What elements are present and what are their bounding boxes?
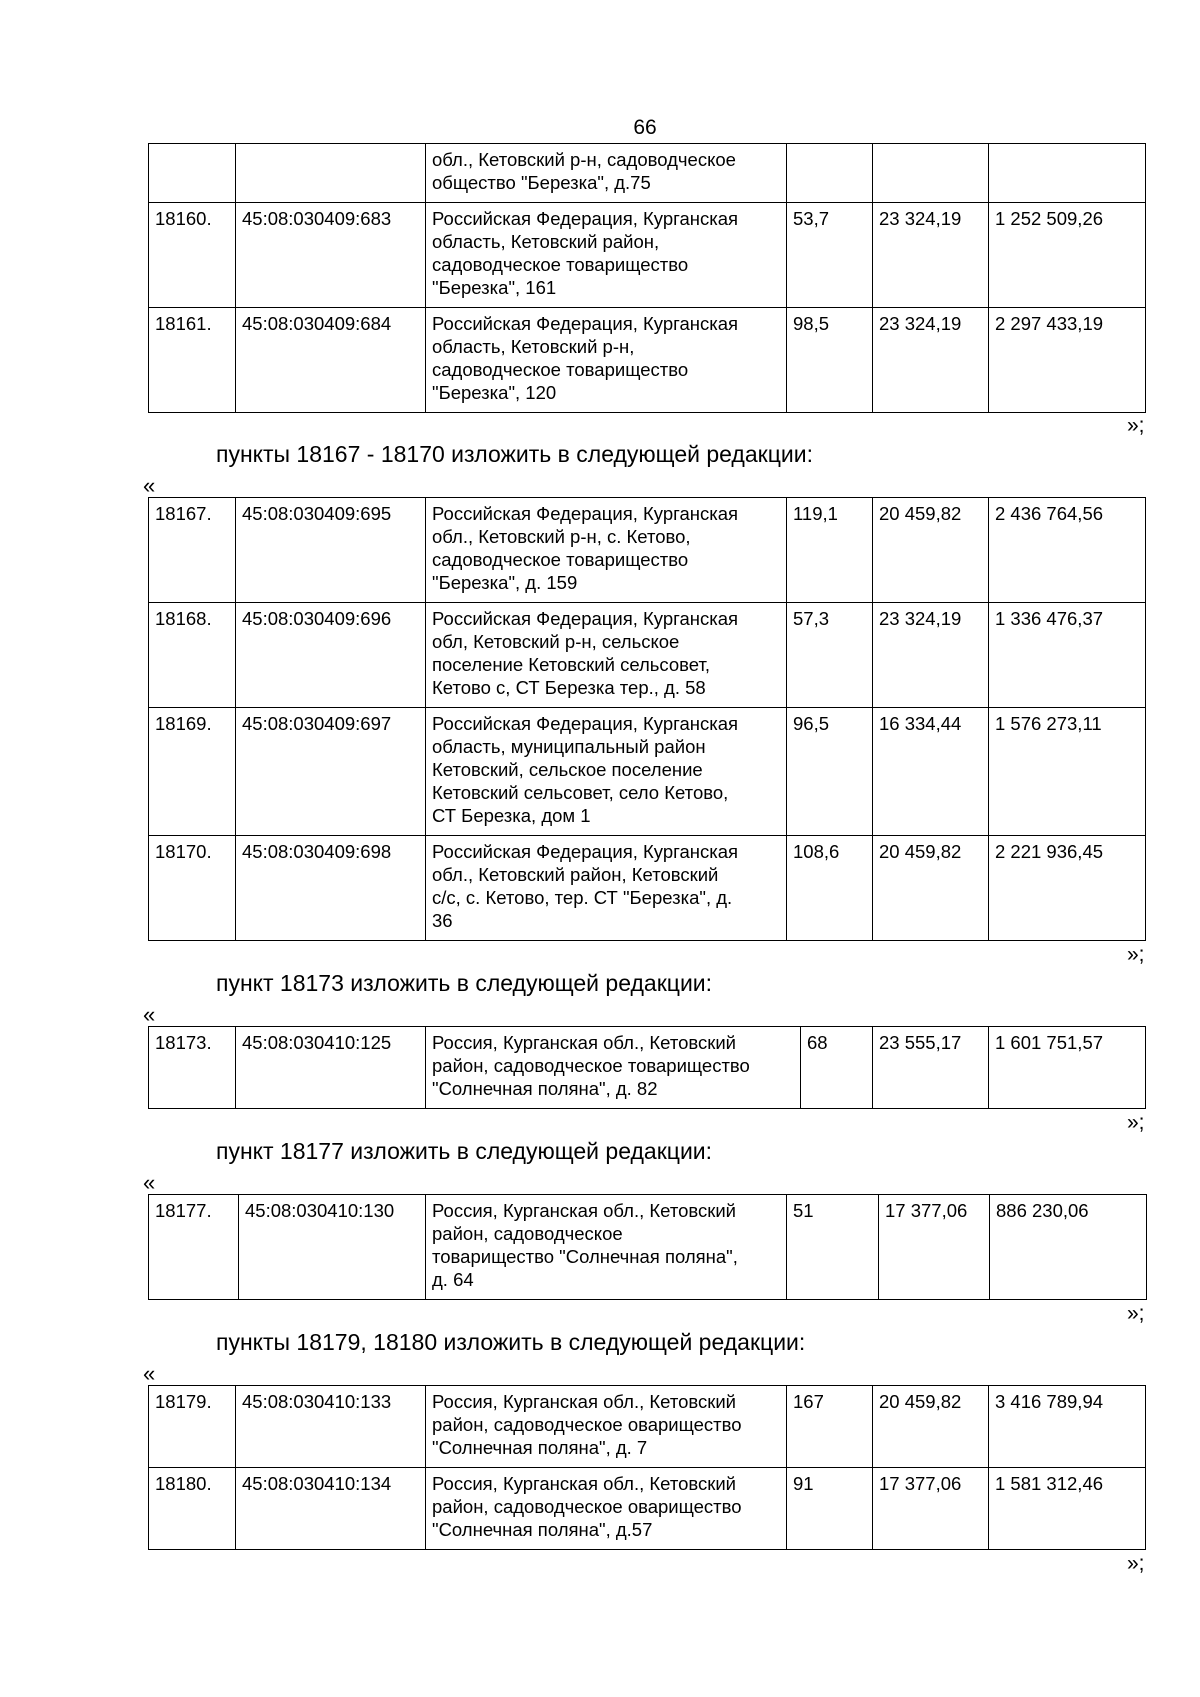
cell-row-number: 18179. [149,1386,236,1468]
cell-area: 167 [787,1386,873,1468]
cell-row-number: 18168. [149,603,236,708]
cell-row-number: 18173. [149,1027,236,1109]
table-row [149,498,1146,603]
cell-rate: 23 324,19 [873,603,989,708]
cell-value: 886 230,06 [990,1195,1147,1300]
cell-value: 1 601 751,57 [989,1027,1146,1109]
cell-cadastral-number: 45:08:030410:133 [236,1386,426,1468]
cell-row-number: 18169. [149,708,236,836]
cell-value: 2 297 433,19 [989,308,1146,413]
table-row [149,603,1146,708]
cell-area: 57,3 [787,603,873,708]
cell-address: Российская Федерация, Курганская обл., Кетовский район, Кетовский с/с, с. Кетово, тер. СТ "Березка", д. 36 [426,836,787,941]
cell-area: 96,5 [787,708,873,836]
cell-cadastral-number: 45:08:030409:698 [236,836,426,941]
table-row [149,1386,1146,1468]
instruction-text: пункты 18179, 18180 изложить в следующей редакции: [216,1329,806,1355]
cell-row-number: 18180. [149,1468,236,1550]
cell-row-number: 18170. [149,836,236,941]
data-table [148,143,1146,413]
open-quote: « [143,473,156,498]
cell-rate: 20 459,82 [873,498,989,603]
cell-row-number: 18161. [149,308,236,413]
cell-address: Россия, Курганская обл., Кетовский район, садоводческое оварищество "Солнечная поляна", д. 7 [426,1386,787,1468]
cell-cadastral-number [236,144,426,203]
cell-address: Российская Федерация, Курганская обл, Кетовский р-н, сельское поселение Кетовский сельсовет, Кетово с, СТ Березка тер., д. 58 [426,603,787,708]
cell-area: 98,5 [787,308,873,413]
cell-address: обл., Кетовский р-н, садоводческое общество "Березка", д.75 [426,144,787,203]
cell-cadastral-number: 45:08:030409:696 [236,603,426,708]
close-quote: »; [1127,1111,1145,1134]
table-row [149,144,1146,203]
cell-cadastral-number: 45:08:030410:125 [236,1027,426,1109]
cell-value: 1 576 273,11 [989,708,1146,836]
instruction-text: пункты 18167 - 18170 изложить в следующей редакции: [216,441,813,467]
cell-rate: 20 459,82 [873,1386,989,1468]
cell-area: 51 [787,1195,879,1300]
cell-rate: 16 334,44 [873,708,989,836]
cell-address: Российская Федерация, Курганская обл., Кетовский р-н, с. Кетово, садоводческое товарищество "Березка", д. 159 [426,498,787,603]
cell-address: Россия, Курганская обл., Кетовский район, садоводческое товарищество "Солнечная поляна", д. 64 [426,1195,787,1300]
cell-area: 91 [787,1468,873,1550]
cell-value: 2 221 936,45 [989,836,1146,941]
cell-row-number: 18160. [149,203,236,308]
cell-value: 3 416 789,94 [989,1386,1146,1468]
cell-rate: 17 377,06 [873,1468,989,1550]
cell-area: 108,6 [787,836,873,941]
cell-address: Российская Федерация, Курганская область, Кетовский р-н, садоводческое товарищество "Березка", 120 [426,308,787,413]
cell-value [989,144,1146,203]
data-table [148,1026,1146,1109]
cell-address: Россия, Курганская обл., Кетовский район, садоводческое оварищество "Солнечная поляна", д.57 [426,1468,787,1550]
cell-cadastral-number: 45:08:030409:684 [236,308,426,413]
cell-value: 1 336 476,37 [989,603,1146,708]
cell-rate: 20 459,82 [873,836,989,941]
cell-address: Российская Федерация, Курганская область, муниципальный район Кетовский, сельское поселение Кетовский сельсовет, село Кетово, СТ Березка, дом 1 [426,708,787,836]
cell-row-number: 18167. [149,498,236,603]
instruction-text: пункт 18173 изложить в следующей редакции: [216,970,713,996]
open-quote: « [143,1361,156,1386]
data-table [148,1194,1147,1300]
cell-area: 119,1 [787,498,873,603]
cell-rate [873,144,989,203]
cell-address: Россия, Курганская обл., Кетовский район, садоводческое товарищество "Солнечная поляна", д. 82 [426,1027,801,1109]
table-row [149,1468,1146,1550]
close-quote: »; [1127,414,1145,437]
cell-area [787,144,873,203]
cell-area: 68 [801,1027,873,1109]
data-table [148,1385,1146,1550]
instruction-text: пункт 18177 изложить в следующей редакции: [216,1138,713,1164]
table-row [149,203,1146,308]
data-table [148,497,1146,941]
cell-area: 53,7 [787,203,873,308]
close-quote: »; [1127,1552,1145,1575]
cell-value: 2 436 764,56 [989,498,1146,603]
cell-cadastral-number: 45:08:030409:697 [236,708,426,836]
open-quote: « [143,1170,156,1195]
cell-cadastral-number: 45:08:030409:683 [236,203,426,308]
cell-address: Российская Федерация, Курганская область, Кетовский район, садоводческое товарищество "Березка", 161 [426,203,787,308]
cell-cadastral-number: 45:08:030410:134 [236,1468,426,1550]
page-number: 66 [633,116,657,139]
cell-value: 1 252 509,26 [989,203,1146,308]
cell-row-number: 18177. [149,1195,239,1300]
close-quote: »; [1127,1302,1145,1325]
table-row [149,708,1146,836]
table-row [149,836,1146,941]
table-row [149,1027,1146,1109]
cell-value: 1 581 312,46 [989,1468,1146,1550]
cell-row-number [149,144,236,203]
cell-rate: 23 555,17 [873,1027,989,1109]
cell-rate: 17 377,06 [879,1195,990,1300]
table-row [149,308,1146,413]
close-quote: »; [1127,943,1145,966]
table-row [149,1195,1147,1300]
cell-cadastral-number: 45:08:030410:130 [239,1195,426,1300]
open-quote: « [143,1002,156,1027]
cell-rate: 23 324,19 [873,203,989,308]
cell-cadastral-number: 45:08:030409:695 [236,498,426,603]
cell-rate: 23 324,19 [873,308,989,413]
